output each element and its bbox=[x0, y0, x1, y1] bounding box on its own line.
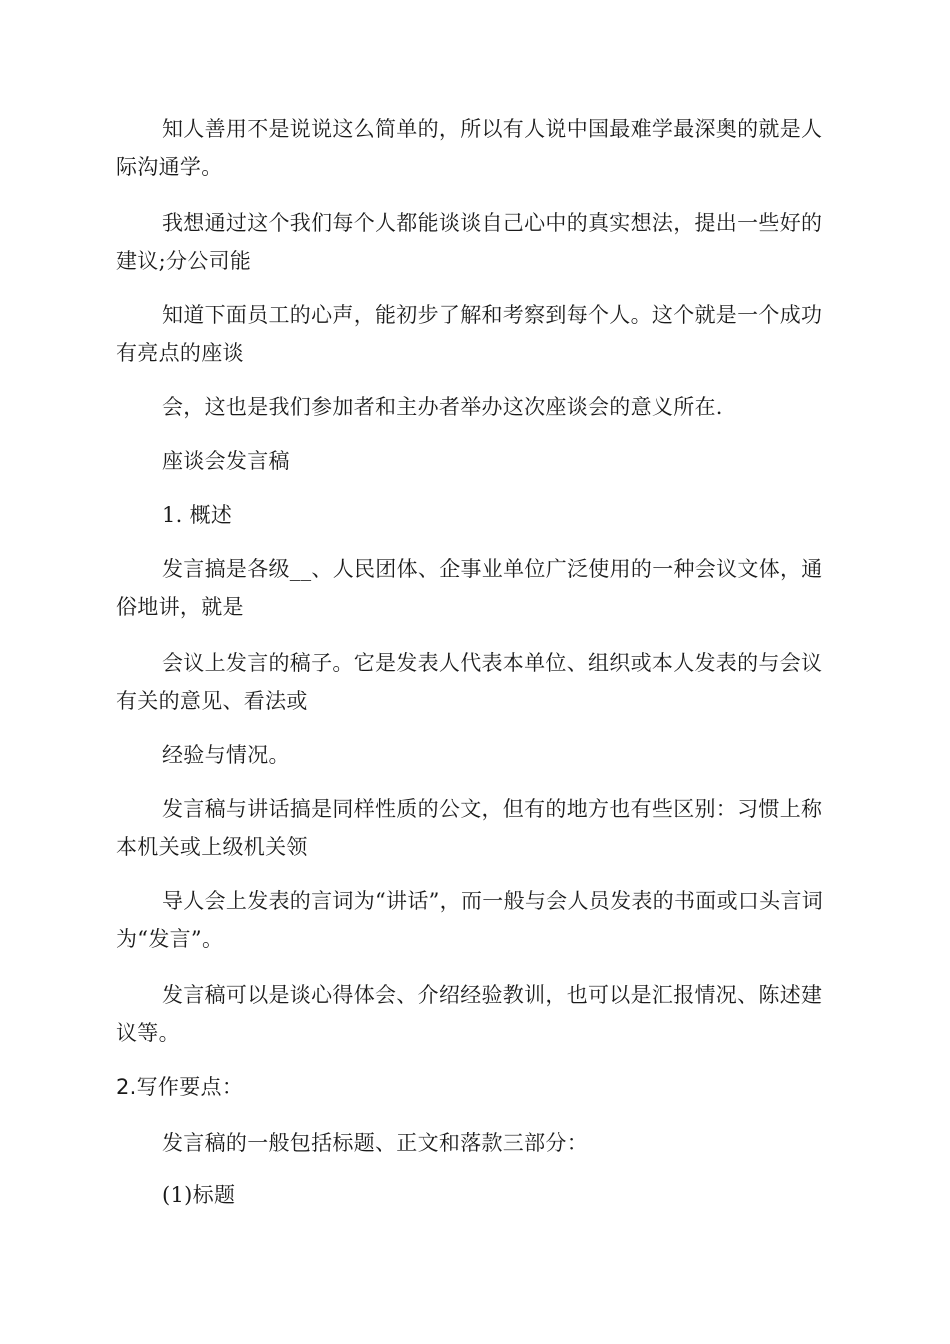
subheading-writing-points: 2.写作要点： bbox=[116, 1075, 244, 1099]
paragraph-2: 我想通过这个我们每个人都能谈谈自己心中的真实想法，提出一些好的建议;分公司能 bbox=[116, 211, 823, 273]
paragraph-5: 发言搞是各级__、人民团体、企事业单位广泛使用的一种会议文体，通俗地讲，就是 bbox=[116, 557, 823, 619]
paragraph-9: 导人会上发表的言词为“讲话”，而一般与会人员发表的书面或口头言词为“发言”。 bbox=[116, 889, 824, 951]
subheading-title: (1)标题 bbox=[162, 1183, 236, 1207]
paragraph-4: 会，这也是我们参加者和主办者举办这次座谈会的意义所在. bbox=[162, 395, 723, 419]
section-heading: 座谈会发言稿 bbox=[162, 449, 290, 473]
subheading-overview: 1. 概述 bbox=[162, 503, 233, 527]
paragraph-10: 发言稿可以是谈心得体会、介绍经验教训，也可以是汇报情况、陈述建议等。 bbox=[116, 983, 823, 1045]
paragraph-1: 知人善用不是说说这么简单的，所以有人说中国最难学最深奥的就是人际沟通学。 bbox=[116, 117, 823, 179]
paragraph-3: 知道下面员工的心声，能初步了解和考察到每个人。这个就是一个成功有亮点的座谈 bbox=[116, 303, 823, 365]
paragraph-8: 发言稿与讲话搞是同样性质的公文，但有的地方也有些区别：习惯上称本机关或上级机关领 bbox=[116, 797, 823, 859]
paragraph-11: 发言稿的一般包括标题、正文和落款三部分： bbox=[162, 1131, 588, 1155]
paragraph-7: 经验与情况。 bbox=[162, 743, 290, 767]
paragraph-6: 会议上发言的稿子。它是发表人代表本单位、组织或本人发表的与会议有关的意见、看法或 bbox=[116, 651, 823, 713]
